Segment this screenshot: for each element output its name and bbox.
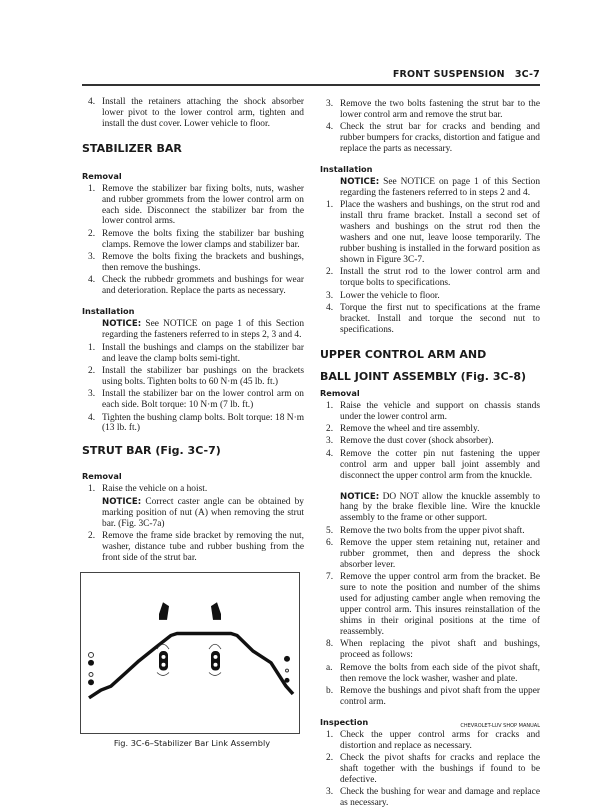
item-text: Install the retainers attaching the shock absorber lower pivot to the lower control arm, tighten and install the dust cover. Lower vehicle to floor.	[102, 97, 304, 129]
right-column	[320, 99, 540, 811]
item-number: 5.	[326, 525, 334, 536]
item-text: Install the stabilizer bar on the lower control arm on each side. Bolt torque: 10 N·m (7 lb. ft.)	[102, 389, 304, 411]
item-text: Check the rubbedr grommets and bushings for wear and deterioration. Replace the parts as necessary.	[102, 275, 304, 297]
section-heading: UPPER CONTROL ARM AND	[320, 347, 487, 361]
item-text: Raise the vehicle and support on chassis stands under the lower control arm.	[340, 400, 540, 422]
list-item	[320, 572, 540, 637]
item-number: 1.	[88, 342, 96, 353]
stabilizer-bar-illustration	[81, 573, 299, 733]
item-text: Remove the bushings and pivot shaft from the upper control arm.	[340, 685, 540, 707]
item-text: Raise the vehicle on a hoist.	[102, 484, 208, 495]
item-text: Tighten the bushing clamp bolts. Bolt torque: 18 N·m (13 lb. ft.)	[102, 412, 304, 434]
item-text: Remove the two bolts from the upper pivot shaft.	[340, 525, 525, 536]
list-item	[320, 424, 540, 435]
item-number: 8.	[326, 639, 334, 650]
list-item	[320, 730, 540, 752]
item-text: Remove the two bolts fastening the strut bar to the lower control arm and remove the strut bar.	[340, 99, 540, 120]
item-text: Torque the first nut to specifications at the frame bracket. Install and torque the second nut to specifications.	[340, 303, 540, 335]
item-text: Remove the bolts fixing the stabilizer bar bushing clamps. Remove the lower clamps and stabilizer bar.	[102, 228, 304, 250]
subheading: Installation	[320, 164, 373, 175]
notice	[320, 177, 540, 199]
list-item	[320, 267, 540, 289]
notice-text: DO NOT allow the knuckle assembly to hang by the brake flexible line. Wire the knuckle assembly to the frame or other support.	[340, 491, 541, 524]
notice-label: NOTICE:	[340, 177, 380, 188]
item-text: Check the strut bar for cracks and bending and rubber bumpers for cracks, distortion and fatigue and replace the parts as necessary.	[340, 122, 540, 155]
list-item	[82, 484, 304, 495]
item-number: 3.	[88, 252, 96, 263]
item-text: Remove the cotter pin nut fastening the upper control arm and upper ball joint assembly and disconnect the upper control arm from the knuckle.	[340, 448, 540, 481]
list-item	[320, 538, 540, 571]
item-text: When replacing the pivot shaft and bushings, proceed as follows:	[340, 639, 540, 661]
item-text: Remove the upper control arm from the bracket. Be sure to note the position and number of the shims used for adjusting camber angle when removing the upper control arm. This insures reinstallation of the shims in their original positions at the time of reassembly.	[340, 572, 540, 637]
notice-text: Correct caster angle can be obtained by marking position of nut (A) when removing the strut bar. (Fig. 3C-7a)	[102, 496, 304, 529]
item-number: 1.	[88, 484, 96, 495]
item-number: 2.	[88, 530, 96, 541]
running-header	[393, 69, 540, 80]
subheading: Installation	[82, 306, 135, 317]
notice	[320, 492, 540, 525]
item-number: b.	[326, 685, 334, 696]
notice-label: NOTICE:	[102, 496, 142, 507]
item-number: 3.	[326, 436, 334, 447]
list-item	[82, 184, 304, 228]
subheading: Inspection	[320, 716, 369, 727]
notice-text: See NOTICE on page 1 of this Section regarding the fasteners referred to in steps 2, 3 and 4.	[102, 319, 305, 341]
notice-text: See NOTICE on page 1 of this Section regarding the fasteners referred to in steps 2 and 4.	[340, 177, 541, 198]
item-number: 4.	[88, 412, 96, 423]
notice-label: NOTICE:	[340, 491, 380, 502]
item-number: 3.	[326, 99, 334, 109]
notice-label: NOTICE:	[102, 319, 142, 330]
list-item	[82, 275, 304, 297]
page-number: 3C-7	[514, 69, 540, 80]
item-text: Place the washers and bushings, on the strut rod and install thru frame bracket. Install a second set of washers and bushings on the strut rod then the washers and one nut, leave loose temporarily. The rubber bushing is installed in the forward position as shown in Figure 3C-7.	[340, 200, 540, 265]
item-text: Check the bushing for wear and damage and replace as necessary.	[340, 787, 540, 809]
item-text: Remove the bolts from each side of the pivot shaft, then remove the lock washer, washer and plate.	[340, 662, 540, 684]
list-item	[82, 97, 304, 130]
list-item	[320, 99, 540, 121]
item-text: Remove the dust cover (shock absorber).	[340, 436, 494, 447]
item-number: 7.	[326, 572, 334, 583]
item-text: Remove the bolts fixing the brackets and bushings, then remove the bushings.	[102, 252, 304, 274]
item-number: 4.	[326, 448, 334, 459]
list-item	[320, 200, 540, 265]
item-number: 1.	[326, 729, 334, 740]
list-item	[82, 229, 304, 251]
item-number: 1.	[88, 183, 96, 194]
footer: CHEVROLET-LUV SHOP MANUAL	[460, 723, 540, 729]
item-number: 2.	[88, 228, 96, 239]
list-item	[320, 436, 540, 447]
item-text: Remove the frame side bracket by removing the nut, washer, distance tube and rubber bushing from the front side of the strut bar.	[102, 530, 304, 563]
section-heading: STABILIZER BAR	[82, 141, 182, 155]
item-number: 2.	[326, 753, 334, 764]
list-item	[320, 787, 540, 809]
item-number: 2.	[326, 424, 334, 435]
figure-caption: Fig. 3C-6–Stabilizer Bar Link Assembly	[113, 737, 271, 748]
item-number: 3.	[326, 290, 334, 301]
list-item	[82, 413, 304, 435]
item-number: 4.	[88, 97, 96, 107]
item-number: 3.	[88, 389, 96, 400]
item-text: Remove the wheel and tire assembly.	[340, 424, 480, 435]
item-text: Lower the vehicle to floor.	[340, 290, 440, 301]
notice	[82, 497, 304, 530]
item-number: 3.	[326, 787, 334, 798]
section-heading: BALL JOINT ASSEMBLY (Fig. 3C-8)	[320, 369, 527, 383]
item-text: Remove the upper stem retaining nut, retainer and rubber grommet, then and depress the shock absorber lever.	[340, 538, 540, 570]
subheading: Removal	[320, 387, 360, 398]
list-item	[320, 663, 540, 685]
list-item	[82, 389, 304, 411]
list-item	[320, 753, 540, 786]
left-column	[82, 97, 304, 748]
list-item	[320, 526, 540, 537]
item-number: a.	[326, 662, 333, 673]
item-text: Check the upper control arms for cracks and distortion and replace as necessary.	[340, 729, 540, 751]
list-item	[320, 686, 540, 708]
item-text: Install the bushings and clamps on the stabilizer bar and leave the clamp bolts semi-tight.	[102, 342, 304, 364]
list-item	[320, 639, 540, 661]
item-number: 4.	[326, 303, 334, 313]
item-number: 2.	[326, 267, 334, 278]
item-text: Remove the stabilizer bar fixing bolts, nuts, washer and rubber grommets from the lower control arm on each side. Disconnect the stabilizer bar from the lower control arms.	[102, 183, 304, 227]
item-number: 2.	[88, 365, 96, 376]
list-item	[82, 343, 304, 365]
subheading: Removal	[82, 471, 122, 482]
list-item	[82, 531, 304, 564]
section-heading: STRUT BAR (Fig. 3C-7)	[82, 444, 221, 458]
notice	[82, 319, 304, 341]
item-number: 1.	[326, 200, 334, 211]
subheading: Removal	[82, 170, 122, 181]
item-number: 4.	[326, 122, 334, 133]
item-number: 6.	[326, 538, 334, 549]
header-rule	[82, 84, 540, 86]
item-text: Install the strut rod to the lower control arm and torque bolts to specifications.	[340, 267, 540, 289]
stabilizer-bar-figure	[80, 572, 300, 734]
list-item	[82, 252, 304, 274]
item-number: 1.	[326, 400, 334, 411]
list-item	[320, 122, 540, 155]
item-text: Check the pivot shafts for cracks and replace the shaft together with the bushings if found to be defective.	[340, 753, 540, 785]
list-item	[320, 449, 540, 482]
list-item	[320, 303, 540, 336]
item-number: 4.	[88, 275, 96, 286]
list-item	[320, 401, 540, 423]
section-title: FRONT SUSPENSION	[392, 69, 505, 80]
list-item	[320, 291, 540, 302]
item-text: Install the stabilizer bar pushings on the brackets using bolts. Tighten bolts to 60 N·m (45 lb. ft.)	[102, 365, 304, 387]
list-item	[82, 366, 304, 388]
